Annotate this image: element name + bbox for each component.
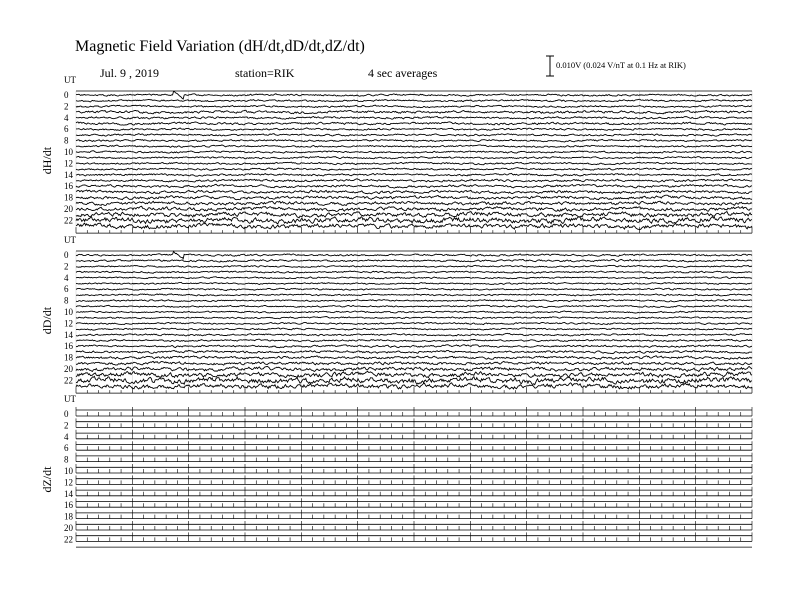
hour-label: 2 <box>64 101 69 112</box>
hour-label: 16 <box>64 341 73 352</box>
hour-label: 8 <box>64 135 69 146</box>
panel-dD <box>40 235 752 393</box>
chart-title: Magnetic Field Variation (dH/dt,dD/dt,dZ/dt) <box>75 38 365 55</box>
axis-label-dD: dD/dt <box>40 306 54 335</box>
hour-label: 2 <box>64 261 69 272</box>
hour-label: 18 <box>64 511 73 522</box>
hour-label: 14 <box>64 329 73 340</box>
date-label: Jul. 9 , 2019 <box>100 66 160 80</box>
hour-label: 16 <box>64 500 73 511</box>
scale-bar <box>546 56 554 76</box>
hour-label: 20 <box>64 204 73 214</box>
hour-label: 20 <box>64 364 73 374</box>
hour-label: 10 <box>64 466 73 476</box>
axis-label-dZ: dZ/dt <box>40 466 54 493</box>
hour-label: 22 <box>64 215 73 226</box>
hour-label: 14 <box>64 488 73 499</box>
hour-label: 6 <box>64 124 69 135</box>
panel-dZ <box>40 394 752 547</box>
hour-label: 12 <box>64 477 73 488</box>
hour-label: 12 <box>64 318 73 329</box>
hour-label: 4 <box>64 272 69 283</box>
ut-label: UT <box>64 235 76 245</box>
hour-label: 4 <box>64 431 69 442</box>
hour-label: 22 <box>64 375 73 386</box>
hour-label: 22 <box>64 534 73 545</box>
panel-dH <box>40 75 752 233</box>
hour-label: 0 <box>64 250 69 260</box>
hour-label: 16 <box>64 181 73 192</box>
ut-label: UT <box>64 394 76 404</box>
hour-label: 2 <box>64 420 69 431</box>
hour-label: 12 <box>64 158 73 169</box>
ut-label: UT <box>64 75 76 85</box>
hour-label: 4 <box>64 112 69 123</box>
hour-label: 18 <box>64 352 73 363</box>
hour-label: 0 <box>64 90 69 100</box>
axis-label-dH: dH/dt <box>40 146 54 175</box>
scale-note: 0.010V (0.024 V/nT at 0.1 Hz at RIK) <box>556 60 686 70</box>
hour-label: 8 <box>64 454 69 465</box>
averaging-label: 4 sec averages <box>368 66 438 80</box>
hour-label: 18 <box>64 192 73 203</box>
hour-label: 10 <box>64 147 73 157</box>
hour-label: 0 <box>64 409 69 419</box>
hour-label: 6 <box>64 443 69 454</box>
station-label: station=RIK <box>235 66 295 80</box>
hour-label: 6 <box>64 284 69 295</box>
hour-label: 14 <box>64 169 73 180</box>
hour-label: 8 <box>64 295 69 306</box>
hour-label: 10 <box>64 307 73 317</box>
hour-label: 20 <box>64 523 73 533</box>
